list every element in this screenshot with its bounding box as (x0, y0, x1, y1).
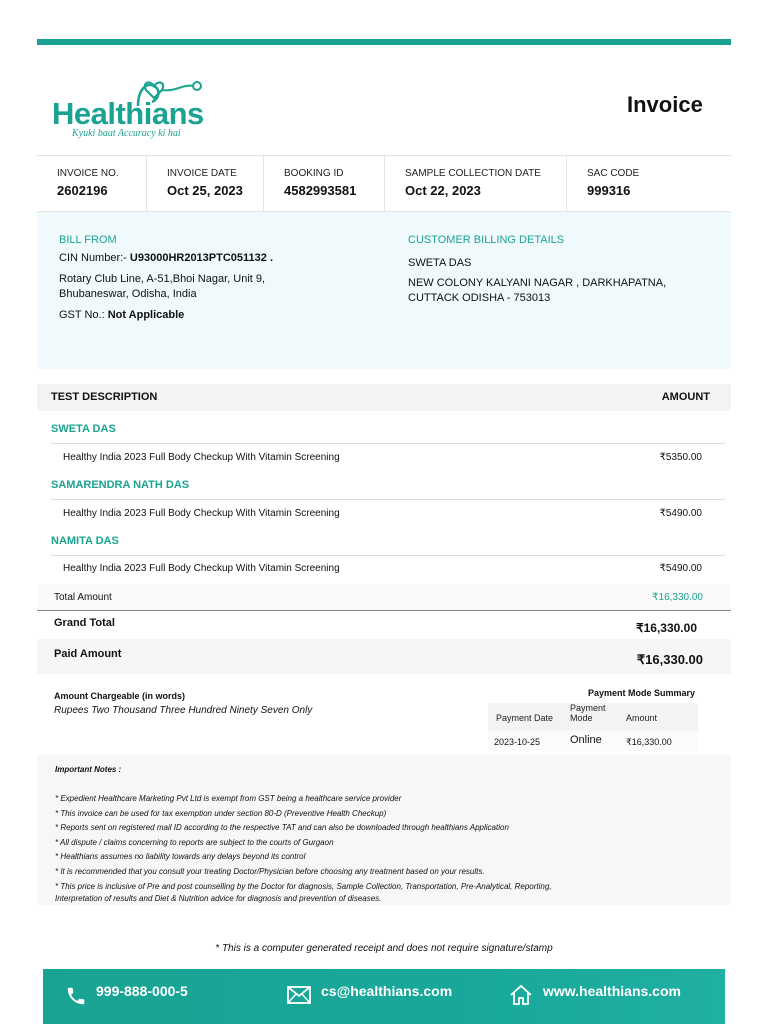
gst-label: GST No.: (59, 309, 108, 321)
phone-icon (65, 985, 87, 1007)
customer-name: SWETA DAS (408, 257, 472, 269)
payment-summary-row (488, 731, 698, 751)
customer-address-1: NEW COLONY KALYANI NAGAR , DARKHAPATNA, (408, 277, 667, 289)
meta-label: INVOICE DATE (167, 168, 237, 179)
col-payment-mode-1: Payment (570, 703, 606, 713)
bill-from-block (59, 234, 389, 323)
item-description: Healthy India 2023 Full Body Checkup With Vitamin Screening (63, 508, 340, 519)
gst-line (59, 308, 389, 323)
total-amount-value: ₹16,330.00 (652, 592, 703, 603)
contact-footer (43, 969, 725, 1024)
amount-words-value: Rupees Two Thousand Three Hundred Ninety Seven Only (54, 705, 313, 716)
payment-amount: ₹16,330.00 (626, 737, 672, 747)
item-amount: ₹5490.00 (659, 563, 702, 574)
customer-heading: CUSTOMER BILLING DETAILS (408, 234, 565, 246)
footer-phone[interactable]: 999-888-000-5 (96, 983, 188, 999)
meta-invoice-date (147, 156, 264, 211)
payment-summary-table (488, 703, 698, 751)
cin-line (59, 251, 389, 266)
document-title: Invoice (627, 92, 703, 117)
paid-amount-row (37, 639, 731, 674)
meta-sac-code (567, 156, 731, 211)
col-payment-amount: Amount (626, 713, 658, 723)
logo-tagline: Kyuki baat Accuracy ki hai (72, 128, 181, 139)
healthians-logo (52, 76, 222, 146)
bill-from-heading: BILL FROM (59, 234, 117, 246)
row-divider (51, 555, 725, 556)
note-item: * Reports sent on registered mail ID according to the respective TAT and can also be downloaded through healthians Application (55, 823, 509, 832)
bill-from-address-2: Bhubaneswar, Odisha, India (59, 288, 197, 300)
items-table-header (37, 384, 731, 411)
item-description: Healthy India 2023 Full Body Checkup With Vitamin Screening (63, 563, 340, 574)
patient-name: SWETA DAS (51, 423, 116, 435)
total-amount-row (37, 584, 731, 611)
item-description: Healthy India 2023 Full Body Checkup With Vitamin Screening (63, 452, 340, 463)
meta-label: SAC CODE (587, 168, 640, 179)
notes-list (55, 792, 705, 905)
footer-email[interactable]: cs@healthians.com (321, 983, 453, 999)
amount-words-label: Amount Chargeable (in words) (54, 691, 186, 701)
col-payment-mode-2: Mode (570, 713, 593, 723)
customer-block (408, 234, 718, 306)
notes-title: Important Notes : (55, 765, 122, 774)
note-item: * All dispute / claims concerning to reports are subject to the courts of Gurgaon (55, 837, 334, 847)
important-notes (37, 755, 731, 905)
billing-section (37, 212, 731, 369)
mail-icon (287, 986, 311, 1004)
grand-total-label: Grand Total (54, 617, 115, 629)
payment-date: 2023-10-25 (494, 737, 541, 747)
note-item: * This invoice can be used for tax exemption under section 80-D (Preventive Health Checkup) (55, 808, 387, 818)
item-amount: ₹5490.00 (659, 508, 702, 519)
cin-value: U93000HR2013PTC051132 . (129, 252, 274, 264)
home-icon (509, 984, 533, 1006)
footer-website[interactable]: www.healthians.com (543, 983, 681, 999)
gst-value: Not Applicable (107, 309, 185, 321)
meta-value: Oct 22, 2023 (405, 183, 481, 198)
note-item: * Healthians assumes no liability towards any delays beyond its control (55, 852, 306, 861)
note-item: * Expedient Healthcare Marketing Pvt Ltd is exempt from GST being a healthcare service provider (55, 794, 402, 803)
payment-summary-header (488, 703, 698, 731)
meta-label: INVOICE NO. (57, 168, 119, 179)
bill-from-address-1: Rotary Club Line, A-51,Bhoi Nagar, Unit 9, (59, 273, 266, 285)
grand-total-value: ₹16,330.00 (635, 621, 697, 635)
note-item: Interpretation of results and Diet & Nutrition advice for diagnosis and prevention of diseases. (55, 894, 382, 903)
meta-value: 2602196 (57, 183, 108, 198)
cin-label: CIN Number:- (59, 252, 130, 264)
note-item: * This price is inclusive of Pre and post counselling by the Doctor for diagnosis, Sample Collection, Transportation, Pre-Analytical, Reporting, (55, 882, 552, 891)
col-test-description: TEST DESCRIPTION (51, 391, 158, 403)
note-item: * It is recommended that you consult your treating Doctor/Physician before choosing any treatment based on your results. (55, 866, 485, 876)
customer-address-2: CUTTACK ODISHA - 753013 (408, 292, 551, 304)
col-payment-date: Payment Date (496, 713, 554, 723)
disclaimer-text: * This is a computer generated receipt and does not require signature/stamp (215, 943, 553, 954)
item-amount: ₹5350.00 (659, 452, 702, 463)
patient-name: SAMARENDRA NATH DAS (51, 479, 190, 491)
meta-value: Oct 25, 2023 (167, 183, 243, 198)
row-divider (51, 443, 725, 444)
payment-summary-title: Payment Mode Summary (588, 688, 696, 698)
paid-amount-value: ₹16,330.00 (636, 652, 703, 667)
patient-name: NAMITA DAS (51, 535, 119, 547)
col-amount: AMOUNT (661, 391, 710, 403)
meta-label: BOOKING ID (284, 168, 344, 179)
invoice-meta-row (37, 155, 731, 212)
payment-mode: Online (570, 734, 602, 746)
paid-amount-label: Paid Amount (54, 648, 122, 660)
meta-sample-collection-date (385, 156, 567, 211)
logo-wordmark: Healthians (52, 96, 204, 131)
meta-booking-id (264, 156, 385, 211)
top-accent-bar (37, 39, 731, 45)
meta-value: 999316 (587, 183, 631, 198)
meta-invoice-no (37, 156, 147, 211)
meta-label: SAMPLE COLLECTION DATE (405, 168, 541, 179)
total-amount-label: Total Amount (54, 592, 112, 603)
meta-value: 4582993581 (284, 183, 357, 198)
row-divider (51, 499, 725, 500)
